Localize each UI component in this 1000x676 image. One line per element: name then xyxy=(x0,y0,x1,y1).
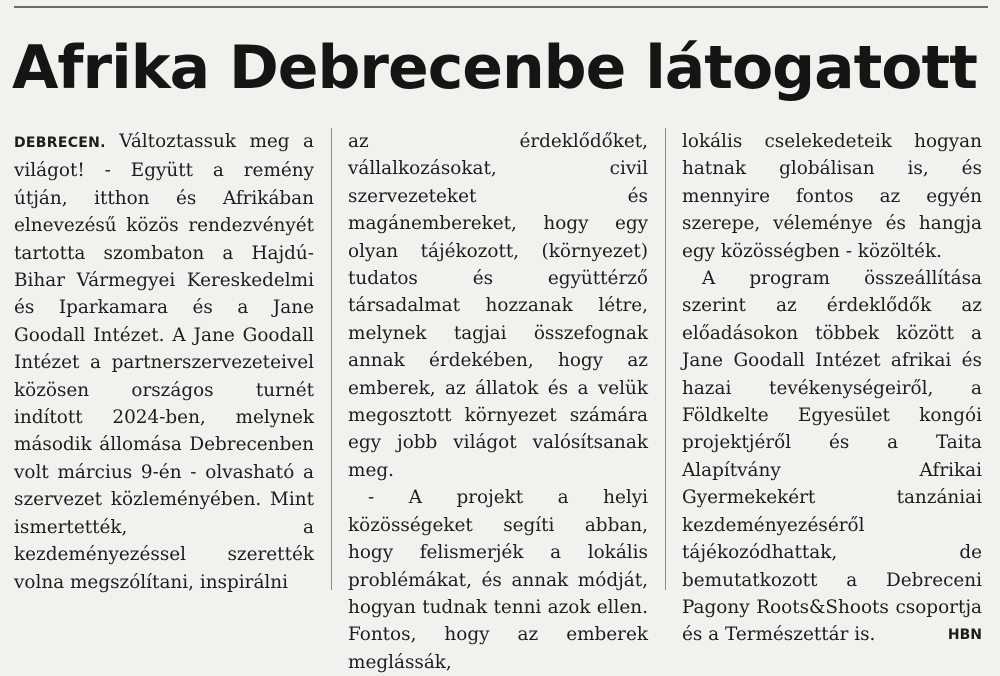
paragraph-program xyxy=(682,265,982,649)
top-rule xyxy=(14,6,988,8)
column-2 xyxy=(348,128,648,673)
column-divider xyxy=(331,128,332,590)
headline: Afrika Debrecenbe látogatott xyxy=(12,33,977,103)
column-3 xyxy=(682,128,982,646)
column-1-text: Változtassuk meg a világot! - Együtt a remény útján, itthon és Afrikában elnevezésű közös rendezvényét tartotta szombaton a Hajdú-Bihar Vármegyei Kereskedelmi és Iparkamara és a Jane Goodall Intézet. A Jane Goodall Intézet a partnerszervezeteivel közösen országos turnét indított 2024-ben, melynek második állomása Debrecenben volt március 9-én - olvasható a szervezet közleményében. Mint ismertették, a kezdeményezéssel szerették volna megszólítani, inspirálni xyxy=(14,131,314,593)
column-1 xyxy=(14,128,314,593)
column-divider xyxy=(665,128,666,590)
paragraph-program-text: A program összeállítása szerint az érdeklődők az előadásokon többek között a Jane Goodall Intézet afrikai és hazai tevékenységeiről, a Földkelte Egyesület kongói projektjéről és a Taita Alapítvány Afrikai Gyermekekért tanzániai kezdeményezéséről tájékozódhattak, de bemutatkozott a Debreceni Pagony Roots&Shoots csoportja és a Természettár is. xyxy=(682,268,982,646)
author-signature: HBN xyxy=(947,627,982,644)
dateline: DEBRECEN. xyxy=(14,135,106,151)
paragraph-continued: az érdeklődőket, vállalkozásokat, civil szervezeteket és magánembereket, hogy egy olyan tájékozott, (környezet) tudatos és együttérző társadalmat hozzanak létre, melynek tagjai összefognak annak érdekében, hogy az emberek, az állatok és a velük megosztott környezet számára egy jobb világot valósítsanak meg. xyxy=(348,131,648,481)
paragraph-1 xyxy=(14,128,314,596)
article-body xyxy=(14,128,988,673)
paragraph-quote: - A projekt a helyi közösségeket segíti abban, hogy felismerjék a lokális problémákat, és annak módját, hogyan tudnak tenni azok ellen. Fontos, hogy az emberek meglássák, xyxy=(348,487,648,673)
paragraph-continued: lokális cselekedeteik hogyan hatnak globálisan is, és mennyire fontos az egyén szerepe, véleménye és hangja egy közösségben - közölték. xyxy=(682,131,982,262)
